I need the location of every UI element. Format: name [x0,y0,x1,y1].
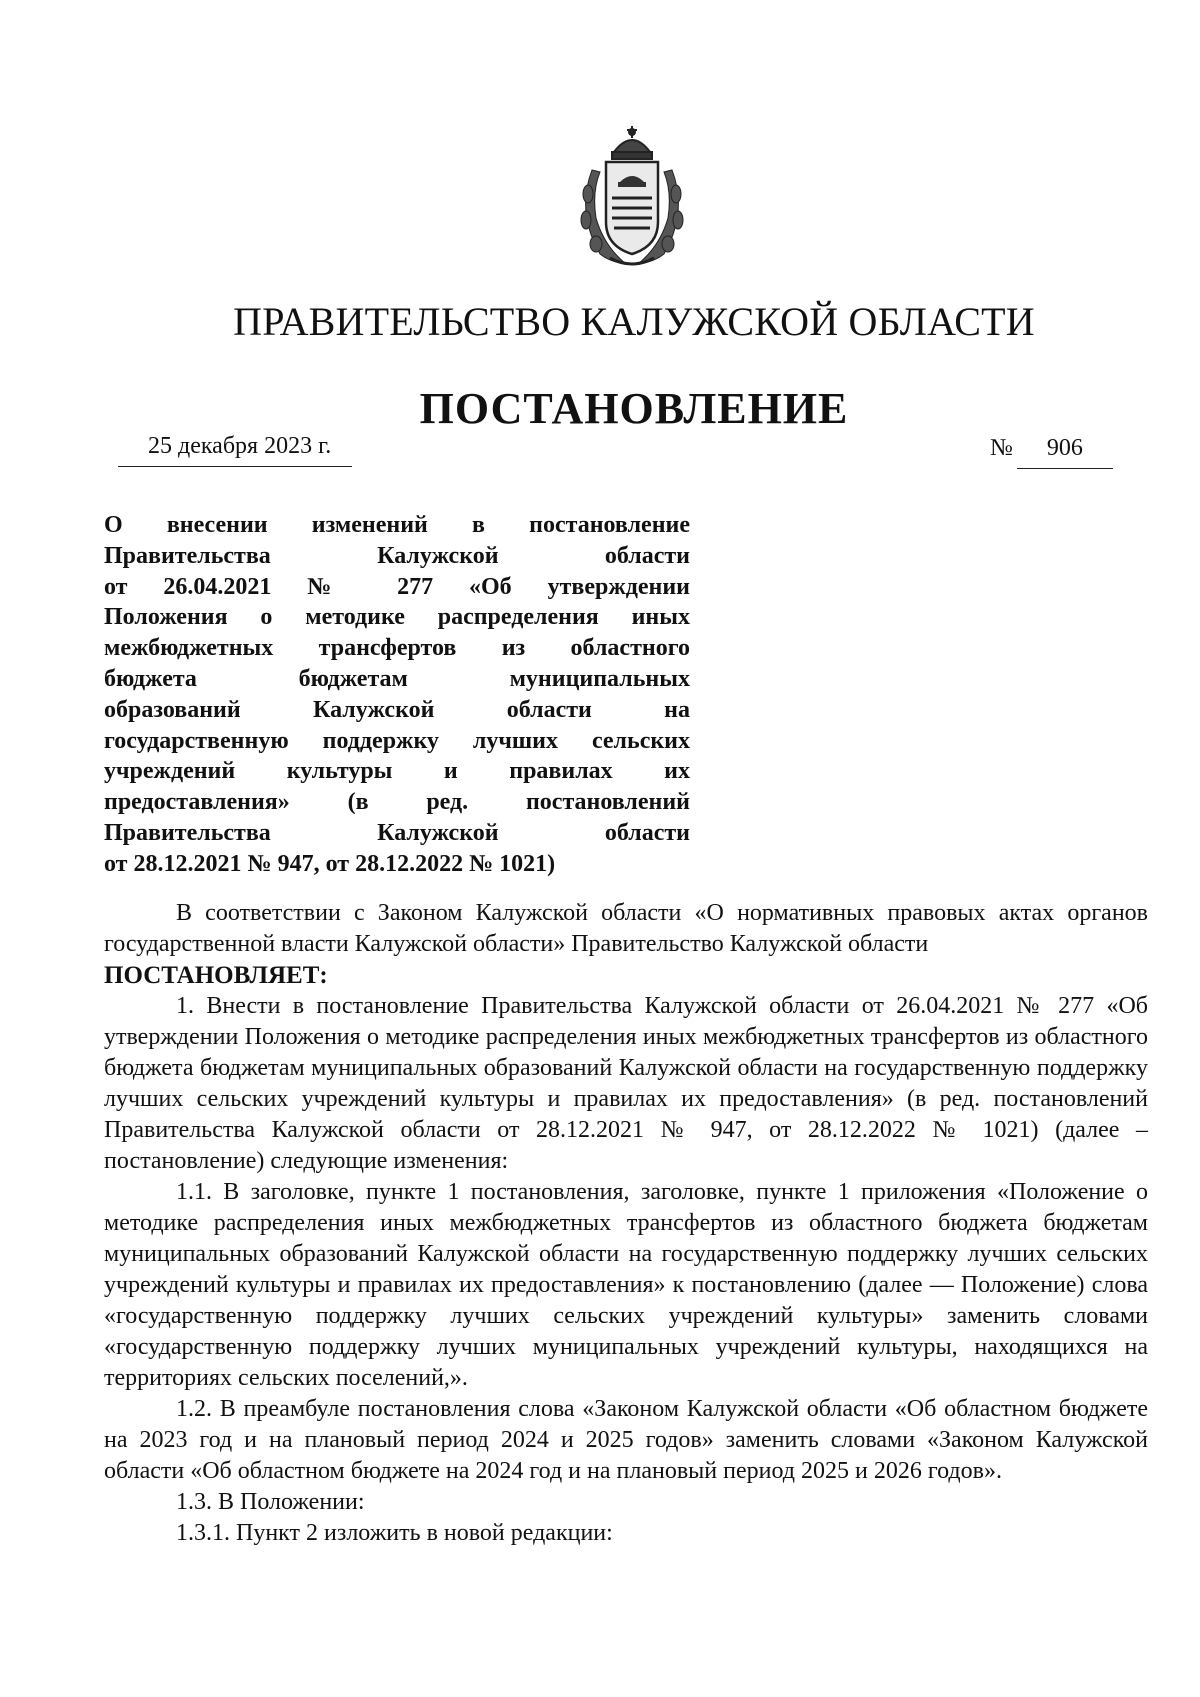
title-line: предоставления» (в ред. постановлений [104,789,690,816]
title-line: от 26.04.2021 № 277 «Об утверждении [104,573,690,600]
title-line: бюджета бюджетам муниципальных [104,665,690,692]
title-line: образований Калужской области на [104,696,690,723]
number-label: № [990,435,1013,461]
number-value: 906 [1017,434,1113,469]
paragraph-1: 1. Внести в постановление Правительства Калужской области от 26.04.2021 № 277 «Об утверждении Положения о методике распределения иных межбюджетных трансфертов из областного бюджета бюджетам муниципальных образований Калужской области на государственную поддержку лучших сельских учреждений культуры и правилах их предоставления» (в ред. постановлений Правительства Калужской области от 28.12.2021 № 947, от 28.12.2022 № 1021) (далее – постановление) следующие изменения: [104,993,1148,1174]
title-line: Положения о методике распределения иных [104,604,690,631]
document-number [990,434,1113,469]
title-line: от 28.12.2021 № 947, от 28.12.2022 № 1021) [104,850,556,877]
paragraph-1-3-1: 1.3.1. Пункт 2 изложить в новой редакции: [176,1520,613,1546]
document-body [104,898,1148,1549]
title-line: государственную поддержку лучших сельских [104,727,690,754]
document-title [104,510,690,880]
title-line: Правительства Калужской области [104,542,690,569]
paragraph-1-2: 1.2. В преамбуле постановления слова «Законом Калужской области «Об областном бюджете на 2023 год и на плановый период 2024 и 2025 годов» заменить словами «Законом Калужской области «Об областном бюджете на 2024 год и на плановый период 2025 и 2026 годов». [104,1396,1148,1484]
title-line: межбюджетных трансфертов из областного [104,635,690,662]
coat-of-arms-icon [570,122,694,270]
decree-word: ПОСТАНОВЛЯЕТ: [104,962,328,989]
title-line: учреждений культуры и правилах их [104,758,690,785]
document-type: ПОСТАНОВЛЕНИЕ [419,384,849,433]
paragraph-1-3: 1.3. В Положении: [176,1489,365,1515]
title-line: О внесении изменений в постановление [104,512,690,538]
organization-name: ПРАВИТЕЛЬСТВО КАЛУЖСКОЙ ОБЛАСТИ [233,299,1035,344]
document-date: 25 декабря 2023 г. [118,432,352,467]
preamble-paragraph: В соответствии с Законом Калужской области «О нормативных правовых актах органов государственной власти Калужской области» Правительство Калужской области [104,900,1148,957]
title-line: Правительства Калужской области [104,819,690,846]
paragraph-1-1: 1.1. В заголовке, пункте 1 постановления, заголовке, пункте 1 приложения «Положение о методике распределения иных межбюджетных трансфертов из областного бюджета бюджетам муниципальных образований Калужской области на государственную поддержку лучших сельских учреждений культуры и правилах их предоставления» к постановлению (далее — Положение) слова «государственную поддержку лучших сельских учреждений культуры» заменить словами «государственную поддержку лучших муниципальных учреждений культуры, находящихся на территориях сельских поселений,». [104,1179,1148,1391]
